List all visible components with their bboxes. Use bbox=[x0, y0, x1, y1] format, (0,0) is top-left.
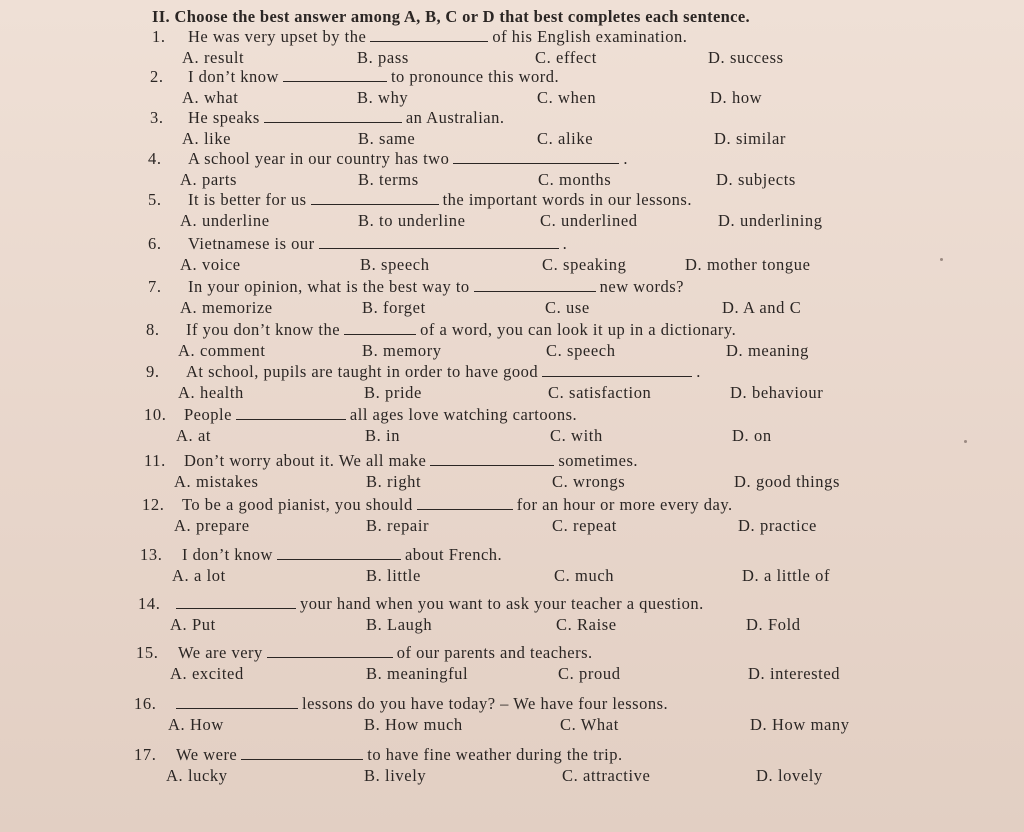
option-a[interactable]: A. health bbox=[178, 383, 244, 402]
option-c[interactable]: C. Raise bbox=[556, 615, 617, 634]
option-a[interactable]: A. How bbox=[168, 715, 224, 734]
option-b[interactable]: B. pride bbox=[364, 383, 422, 402]
option-c[interactable]: C. attractive bbox=[562, 766, 651, 785]
option-b[interactable]: B. Laugh bbox=[366, 615, 433, 634]
option-b[interactable]: B. in bbox=[365, 426, 401, 445]
question-item bbox=[0, 190, 1024, 232]
question-number: 10. bbox=[144, 405, 167, 424]
question-stem: We were to have fine weather during the trip. bbox=[176, 745, 623, 764]
option-b[interactable]: B. pass bbox=[357, 48, 409, 67]
option-b[interactable]: B. why bbox=[357, 88, 409, 107]
option-d[interactable]: D. similar bbox=[714, 129, 786, 148]
question-stem: lessons do you have today? – We have four lessons. bbox=[172, 694, 668, 714]
question-item bbox=[0, 594, 1024, 636]
option-c[interactable]: C. alike bbox=[537, 129, 594, 148]
answer-blank[interactable] bbox=[474, 277, 596, 292]
answer-blank[interactable] bbox=[176, 594, 296, 609]
question-stem: It is better for us the important words in our lessons. bbox=[188, 190, 692, 209]
answer-blank[interactable] bbox=[430, 451, 554, 466]
question-stem: your hand when you want to ask your teacher a question. bbox=[172, 594, 704, 614]
question-number: 11. bbox=[144, 451, 166, 470]
option-b[interactable]: B. terms bbox=[358, 170, 419, 189]
option-b[interactable]: B. speech bbox=[360, 255, 430, 274]
option-b[interactable]: B. right bbox=[366, 472, 422, 491]
option-a[interactable]: A. underline bbox=[180, 211, 270, 230]
option-c[interactable]: C. wrongs bbox=[552, 472, 626, 491]
option-c[interactable]: C. underlined bbox=[540, 211, 638, 230]
question-stem: He was very upset by the of his English examination. bbox=[188, 27, 688, 46]
answer-blank[interactable] bbox=[176, 694, 298, 709]
option-a[interactable]: A. mistakes bbox=[174, 472, 259, 491]
option-a[interactable]: A. memorize bbox=[180, 298, 273, 317]
answer-blank[interactable] bbox=[311, 190, 439, 205]
question-item bbox=[0, 277, 1024, 319]
option-a[interactable]: A. a lot bbox=[172, 566, 226, 585]
question-number: 9. bbox=[146, 362, 160, 381]
question-stem: Vietnamese is our . bbox=[188, 234, 568, 253]
question-item bbox=[0, 694, 1024, 736]
question-item bbox=[0, 27, 1024, 69]
question-item bbox=[0, 451, 1024, 493]
question-stem: To be a good pianist, you should for an hour or more every day. bbox=[182, 495, 733, 514]
question-number: 12. bbox=[142, 495, 165, 514]
option-d[interactable]: D. Fold bbox=[746, 615, 801, 634]
option-c[interactable]: C. proud bbox=[558, 664, 621, 683]
option-a[interactable]: A. parts bbox=[180, 170, 238, 189]
section-heading: II. Choose the best answer among A, B, C or D that best completes each sentence. bbox=[152, 7, 750, 26]
answer-blank[interactable] bbox=[370, 27, 488, 42]
paper-speck bbox=[940, 258, 943, 261]
question-number: 17. bbox=[134, 745, 157, 764]
option-a[interactable]: A. comment bbox=[178, 341, 266, 360]
answer-blank[interactable] bbox=[319, 234, 559, 249]
question-item bbox=[0, 67, 1024, 109]
question-stem: If you don’t know the of a word, you can look it up in a dictionary. bbox=[186, 320, 737, 339]
option-c[interactable]: C. much bbox=[554, 566, 615, 585]
answer-blank[interactable] bbox=[264, 108, 402, 123]
answer-blank[interactable] bbox=[542, 362, 692, 377]
option-d[interactable]: D. interested bbox=[748, 664, 841, 683]
question-stem: A school year in our country has two . bbox=[188, 149, 628, 168]
answer-blank[interactable] bbox=[267, 643, 393, 658]
option-d[interactable]: D. underlining bbox=[718, 211, 823, 230]
question-number: 6. bbox=[148, 234, 162, 253]
option-d[interactable]: D. lovely bbox=[756, 766, 823, 785]
option-a[interactable]: A. Put bbox=[170, 615, 216, 634]
option-d[interactable]: D. how bbox=[710, 88, 763, 107]
option-b[interactable]: B. memory bbox=[362, 341, 442, 360]
option-c[interactable]: C. satisfaction bbox=[548, 383, 652, 402]
question-number: 14. bbox=[138, 594, 161, 613]
option-d[interactable]: D. practice bbox=[738, 516, 817, 535]
option-b[interactable]: B. to underline bbox=[358, 211, 466, 230]
option-c[interactable]: C. when bbox=[537, 88, 597, 107]
question-stem: At school, pupils are taught in order to have good . bbox=[186, 362, 701, 381]
question-item bbox=[0, 643, 1024, 685]
question-item bbox=[0, 149, 1024, 191]
option-d[interactable]: D. on bbox=[732, 426, 772, 445]
question-item bbox=[0, 545, 1024, 587]
question-number: 7. bbox=[148, 277, 162, 296]
option-b[interactable]: B. How much bbox=[364, 715, 463, 734]
option-d[interactable]: D. subjects bbox=[716, 170, 796, 189]
option-c[interactable]: C. speech bbox=[546, 341, 616, 360]
question-item bbox=[0, 405, 1024, 447]
option-b[interactable]: B. little bbox=[366, 566, 421, 585]
option-d[interactable]: D. good things bbox=[734, 472, 841, 491]
option-d[interactable]: D. a little of bbox=[742, 566, 831, 585]
question-number: 15. bbox=[136, 643, 159, 662]
question-number: 3. bbox=[150, 108, 164, 127]
option-a[interactable]: A. what bbox=[182, 88, 239, 107]
option-d[interactable]: D. success bbox=[708, 48, 784, 67]
option-d[interactable]: D. meaning bbox=[726, 341, 809, 360]
option-a[interactable]: A. prepare bbox=[174, 516, 250, 535]
question-item bbox=[0, 745, 1024, 787]
option-d[interactable]: D. mother tongue bbox=[685, 255, 811, 274]
option-c[interactable]: C. use bbox=[545, 298, 590, 317]
option-c[interactable]: C. speaking bbox=[542, 255, 627, 274]
option-d[interactable]: D. A and C bbox=[722, 298, 802, 317]
question-stem: We are very of our parents and teachers. bbox=[178, 643, 593, 662]
answer-blank[interactable] bbox=[344, 320, 416, 335]
option-b[interactable]: B. lively bbox=[364, 766, 427, 785]
question-item bbox=[0, 495, 1024, 537]
option-c[interactable]: C. repeat bbox=[552, 516, 617, 535]
question-stem: People all ages love watching cartoons. bbox=[184, 405, 578, 424]
question-item bbox=[0, 320, 1024, 362]
option-a[interactable]: A. voice bbox=[180, 255, 241, 274]
option-b[interactable]: B. repair bbox=[366, 516, 430, 535]
question-stem: I don’t know to pronounce this word. bbox=[188, 67, 560, 86]
answer-blank[interactable] bbox=[417, 495, 513, 510]
option-a[interactable]: A. result bbox=[182, 48, 245, 67]
question-number: 5. bbox=[148, 190, 162, 209]
question-number: 1. bbox=[152, 27, 166, 46]
option-a[interactable]: A. at bbox=[176, 426, 212, 445]
question-number: 16. bbox=[134, 694, 157, 713]
paper-speck bbox=[964, 440, 967, 443]
question-item bbox=[0, 234, 1024, 276]
option-b[interactable]: B. meaningful bbox=[366, 664, 469, 683]
answer-blank[interactable] bbox=[283, 67, 387, 82]
question-stem: He speaks an Australian. bbox=[188, 108, 505, 127]
option-c[interactable]: C. with bbox=[550, 426, 603, 445]
option-b[interactable]: B. forget bbox=[362, 298, 426, 317]
option-a[interactable]: A. like bbox=[182, 129, 232, 148]
answer-blank[interactable] bbox=[236, 405, 346, 420]
option-c[interactable]: C. effect bbox=[535, 48, 597, 67]
question-stem: In your opinion, what is the best way to new words? bbox=[188, 277, 684, 296]
question-item bbox=[0, 362, 1024, 404]
question-number: 13. bbox=[140, 545, 163, 564]
question-item bbox=[0, 108, 1024, 150]
answer-blank[interactable] bbox=[453, 149, 619, 164]
answer-blank[interactable] bbox=[241, 745, 363, 760]
question-stem: I don’t know about French. bbox=[182, 545, 503, 564]
option-c[interactable]: C. What bbox=[560, 715, 619, 734]
option-b[interactable]: B. same bbox=[358, 129, 416, 148]
option-d[interactable]: D. How many bbox=[750, 715, 850, 734]
question-number: 4. bbox=[148, 149, 162, 168]
option-a[interactable]: A. lucky bbox=[166, 766, 228, 785]
option-a[interactable]: A. excited bbox=[170, 664, 244, 683]
option-d[interactable]: D. behaviour bbox=[730, 383, 824, 402]
question-number: 2. bbox=[150, 67, 164, 86]
question-number: 8. bbox=[146, 320, 160, 339]
question-stem: Don’t worry about it. We all make sometimes. bbox=[184, 451, 639, 470]
answer-blank[interactable] bbox=[277, 545, 401, 560]
option-c[interactable]: C. months bbox=[538, 170, 612, 189]
